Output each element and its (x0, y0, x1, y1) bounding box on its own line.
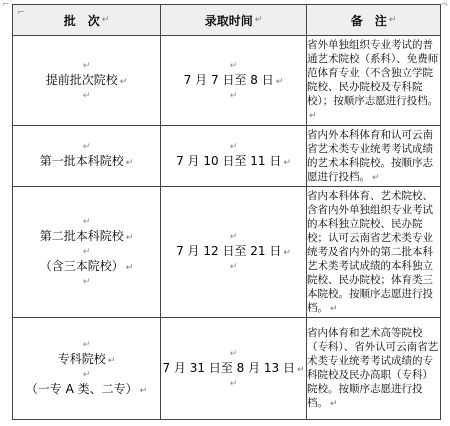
note-cell (307, 36, 441, 126)
corner-mark-right: ¬ (440, 0, 448, 10)
paragraph-mark: ⌐ (17, 8, 25, 18)
batch-sublabel: （一专 A 类、二专） (25, 381, 138, 396)
batch-cell (13, 36, 161, 126)
paragraph-mark: ↵ (119, 76, 128, 87)
batch-label: 第一批本科院校 (39, 154, 124, 168)
paragraph-mark: ↵ (229, 232, 238, 242)
time-cell (161, 318, 307, 420)
paragraph-mark: ↵ (82, 142, 91, 152)
batch-label: 提前批次院校 (45, 72, 118, 87)
table-row (13, 187, 441, 318)
paragraph-mark: ↵ (82, 247, 91, 257)
batch-cell (13, 318, 161, 420)
paragraph-mark: ↵ (125, 158, 134, 168)
corner-mark-left: ⌐ (2, 0, 10, 10)
paragraph-mark: ↵ (82, 60, 91, 71)
paragraph-mark: ↵ (330, 399, 338, 409)
paragraph-mark: ↵ (82, 369, 91, 380)
note-text: 省外单独组织专业考试的普通艺术院校（系科）、免费师范体育专业（不含独立学院院校、民办院校及专科院校）；按顺序志愿进行投档。 (307, 39, 439, 107)
note-text: 省内体育和艺术高等院校（专科）、省外认可云南省艺术类专业统考考试成绩的专科院校及民办高职（专科）院校。按顺序志愿进行投档。 (307, 327, 439, 409)
note-cell (307, 187, 441, 318)
batch-cell (13, 187, 161, 318)
time-cell (161, 187, 307, 318)
admission-schedule-table (12, 4, 441, 420)
table-header-row (13, 5, 441, 36)
paragraph-mark: ↵ (229, 378, 238, 389)
paragraph-mark: ↵ (275, 76, 284, 87)
paragraph-mark: ↵ (229, 142, 238, 152)
time-label: 7 月 12 日至 21 日 (176, 244, 282, 258)
paragraph-mark: ↵ (229, 348, 238, 359)
paragraph-mark: ↵ (283, 248, 291, 258)
paragraph-mark: ↵ (125, 233, 134, 243)
paragraph-mark: ↵ (309, 111, 317, 121)
note-cell (307, 126, 441, 187)
paragraph-mark: ↵ (82, 339, 91, 350)
paragraph-mark: ↵ (330, 303, 338, 314)
paragraph-mark: ↵ (388, 15, 397, 25)
time-cell (161, 126, 307, 187)
paragraph-mark: ↵ (229, 90, 238, 101)
paragraph-mark: ↵ (107, 355, 116, 366)
batch-label: 专科院校 (57, 351, 106, 366)
header-time-label: 录取时间 (204, 13, 253, 28)
paragraph-mark: ↵ (229, 262, 238, 272)
note-text: 省内外本科体育和认可云南省艺术类专业统考考试成绩的艺术本科院校。按顺序志愿进行投档。 (307, 128, 433, 183)
header-note-label: 备 注 (350, 13, 387, 28)
paragraph-mark: ↵ (229, 60, 238, 71)
header-time (161, 5, 307, 36)
header-note (307, 5, 441, 36)
note-text: 省内本科体育、艺术院校、含省内外单独组织专业考试的本科独立院校、民办院校；认可云南省艺术类专业统考及省内外的第二批本科艺术类考试成绩的本科独立院校、民办院校；体育类三本院校。按顺序志愿进行投档。 (307, 189, 433, 314)
paragraph-mark: ↵ (296, 364, 305, 375)
table-row (13, 36, 441, 126)
time-label: 7 月 31 日至 8 月 13 日 (162, 360, 295, 375)
paragraph-mark: ↵ (125, 263, 134, 273)
time-label: 7 月 10 日至 11 日 (176, 154, 282, 168)
header-batch (13, 5, 161, 36)
header-batch-label: 批 次 (63, 13, 100, 28)
paragraph-mark: ↵ (139, 385, 148, 396)
paragraph-mark: ↵ (372, 172, 380, 183)
table-row (13, 318, 441, 420)
batch-label: 第二批本科院校 (39, 229, 124, 243)
batch-cell (13, 126, 161, 187)
paragraph-mark: ↵ (82, 277, 91, 287)
time-label: 7 月 7 日至 8 日 (183, 72, 274, 87)
time-cell (161, 36, 307, 126)
note-cell (307, 318, 441, 420)
paragraph-mark: ↵ (82, 217, 91, 227)
paragraph-mark: ↵ (283, 158, 291, 168)
paragraph-mark: ↵ (101, 15, 110, 25)
paragraph-mark: ↵ (254, 15, 263, 25)
batch-sublabel: （含三本院校） (39, 259, 124, 273)
table-row (13, 126, 441, 187)
paragraph-mark: ↵ (82, 90, 91, 101)
